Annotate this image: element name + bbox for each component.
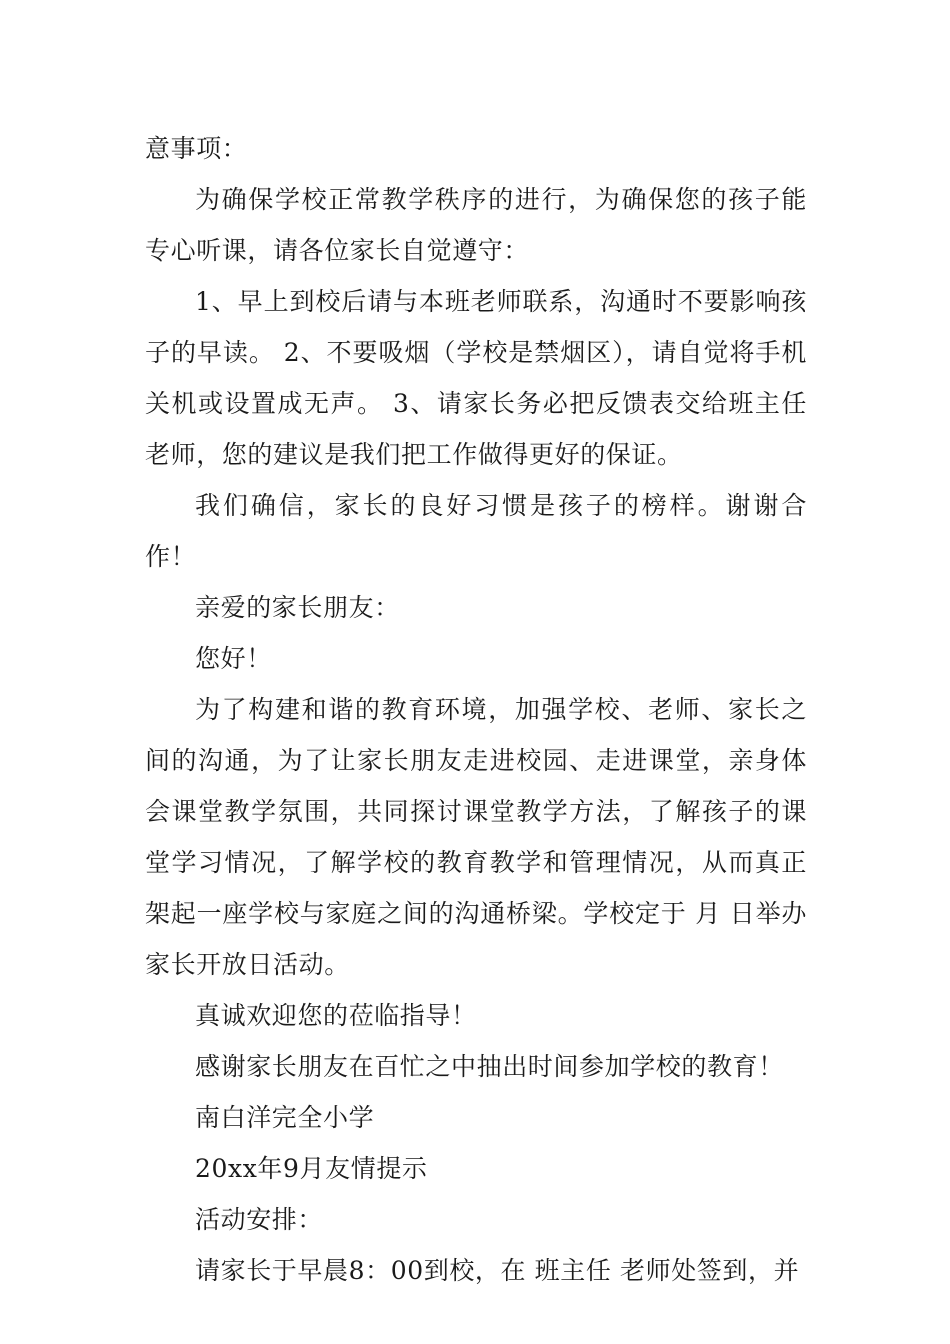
paragraph-schedule-heading: 活动安排： [195,1205,324,1234]
paragraph-rules: 1、早上到校后请与本班老师联系，沟通时不要影响孩子的早读。 2、不要吸烟（学校是禁烟区），请自觉将手机关机或设置成无声。 3、请家长务必把反馈表交给班主任老师，您的建议是我们把工作做得更好的保证。 [145,287,807,469]
paragraph-greeting: 您好！ [195,644,272,673]
paragraph-thanks: 我们确信，家长的良好习惯是孩子的榜样。谢谢合作！ [145,491,807,571]
paragraph-purpose: 为确保学校正常教学秩序的进行，为确保您的孩子能专心听课，请各位家长自觉遵守： [145,185,807,265]
paragraph-appreciation: 感谢家长朋友在百忙之中抽出时间参加学校的教育！ [195,1052,784,1081]
paragraph-salutation: 亲爱的家长朋友： [195,593,400,622]
paragraph-invitation: 为了构建和谐的教育环境，加强学校、老师、家长之间的沟通，为了让家长朋友走进校园、走进课堂，亲身体会课堂教学氛围，共同探讨课堂教学方法，了解孩子的课堂学习情况，了解学校的教育教学和管理情况，从而真正架起一座学校与家庭之间的沟通桥梁。学校定于 月 日举办家长开放日活动。 [145,695,807,979]
paragraph-schedule-detail: 请家长于早晨8：00到校，在 班主任 老师处签到，并 [195,1256,800,1285]
paragraph-continuation: 意事项： [145,134,248,163]
paragraph-welcome: 真诚欢迎您的莅临指导！ [195,1001,477,1030]
document-body [145,123,807,1296]
paragraph-school-name: 南白洋完全小学 [195,1103,375,1132]
paragraph-date-reminder: 20xx年9月友情提示 [195,1154,428,1183]
